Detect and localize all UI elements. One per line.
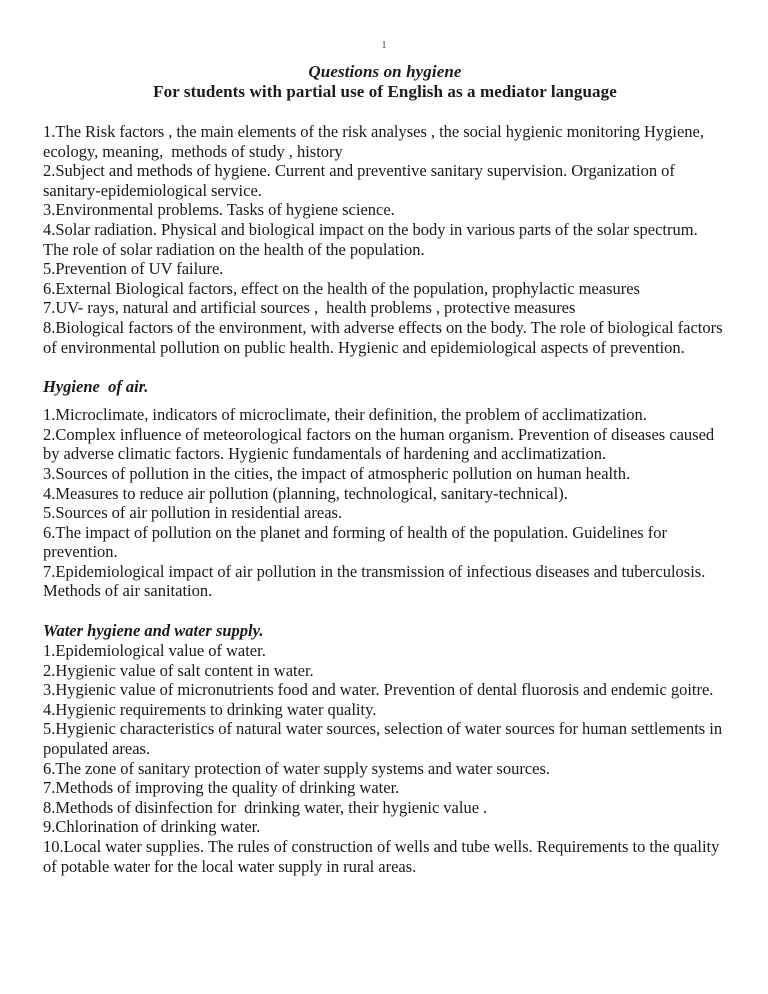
heading-spacer-air bbox=[43, 397, 727, 405]
list-item: 1.The Risk factors , the main elements of the risk analyses , the social hygienic monitoring Hygiene, ecology, meaning, methods of study , history bbox=[43, 122, 709, 161]
list-item: 5.Hygienic characteristics of natural water sources, selection of water sources for human settlements in populated areas. bbox=[43, 719, 727, 759]
section-spacer-water bbox=[43, 601, 727, 621]
list-item: 2.Subject and methods of hygiene. Current and preventive sanitary supervision. Organization of sanitary-epidemiological service. bbox=[43, 161, 679, 200]
list-item: 2.Complex influence of meteorological factors on the human organism. Prevention of diseases caused by adverse climatic factors. Hygienic fundamentals of hardening and acclimatization. bbox=[43, 424, 719, 464]
list-item: 4.Hygienic requirements to drinking water quality. bbox=[43, 699, 377, 719]
list-item: 10.Local water supplies. The rules of construction of wells and tube wells. Requirements to the quality of potable water for the local water supply in rural areas. bbox=[43, 837, 724, 876]
section-water-hygiene bbox=[43, 621, 727, 876]
document-subtitle: For students with partial use of English as a mediator language bbox=[153, 82, 617, 101]
section-heading-hygiene-of-air: Hygiene of air. bbox=[43, 377, 149, 397]
question-list-water bbox=[43, 641, 727, 876]
section-spacer-air bbox=[43, 357, 727, 377]
list-item: 9.Chlorination of drinking water. bbox=[43, 817, 261, 837]
list-item: 2.Hygienic value of salt content in water. bbox=[43, 660, 314, 680]
section-general bbox=[43, 122, 727, 357]
document-body bbox=[43, 62, 727, 876]
list-item: 8.Methods of disinfection for drinking water, their hygienic value . bbox=[43, 797, 488, 817]
list-item: 7.Epidemiological impact of air pollution in the transmission of infectious diseases and tuberculosis. Methods of air sanitation. bbox=[43, 561, 710, 601]
list-item: 7.UV- rays, natural and artificial sources , health problems , protective measures bbox=[43, 298, 576, 318]
list-item: 1.Microclimate, indicators of microclimate, their definition, the problem of acclimatization. bbox=[43, 405, 647, 425]
list-item: 7.Methods of improving the quality of drinking water. bbox=[43, 778, 400, 798]
list-item: 3.Sources of pollution in the cities, the impact of atmospheric pollution on human health. bbox=[43, 463, 631, 483]
list-item: 5.Prevention of UV failure. bbox=[43, 259, 224, 279]
list-item: 4.Measures to reduce air pollution (planning, technological, sanitary-technical). bbox=[43, 483, 568, 503]
list-item: 3.Hygienic value of micronutrients food and water. Prevention of dental fluorosis and endemic goitre. bbox=[43, 680, 714, 700]
list-item: 3.Environmental problems. Tasks of hygiene science. bbox=[43, 200, 395, 220]
list-item: 1.Epidemiological value of water. bbox=[43, 641, 266, 661]
list-item: 5.Sources of air pollution in residential areas. bbox=[43, 503, 343, 523]
list-item: 8.Biological factors of the environment, with adverse effects on the body. The role of biological factors of environmental pollution on public health. Hygienic and epidemiological aspects of prevention. bbox=[43, 317, 727, 357]
section-hygiene-of-air bbox=[43, 377, 727, 601]
page-number: 1 bbox=[381, 39, 387, 51]
title-spacer bbox=[43, 102, 727, 122]
question-list-air bbox=[43, 405, 727, 601]
list-item: 6.The impact of pollution on the planet and forming of health of the population. Guidelines for prevention. bbox=[43, 522, 672, 562]
question-list-general bbox=[43, 122, 727, 357]
document-title: Questions on hygiene bbox=[308, 62, 462, 81]
list-item: 6.External Biological factors, effect on the health of the population, prophylactic measures bbox=[43, 278, 640, 298]
list-item: 4.Solar radiation. Physical and biological impact on the body in various parts of the solar spectrum. The role of solar radiation on the health of the population. bbox=[43, 219, 702, 259]
list-item: 6.The zone of sanitary protection of water supply systems and water sources. bbox=[43, 758, 551, 778]
section-heading-water-hygiene: Water hygiene and water supply. bbox=[43, 621, 264, 641]
